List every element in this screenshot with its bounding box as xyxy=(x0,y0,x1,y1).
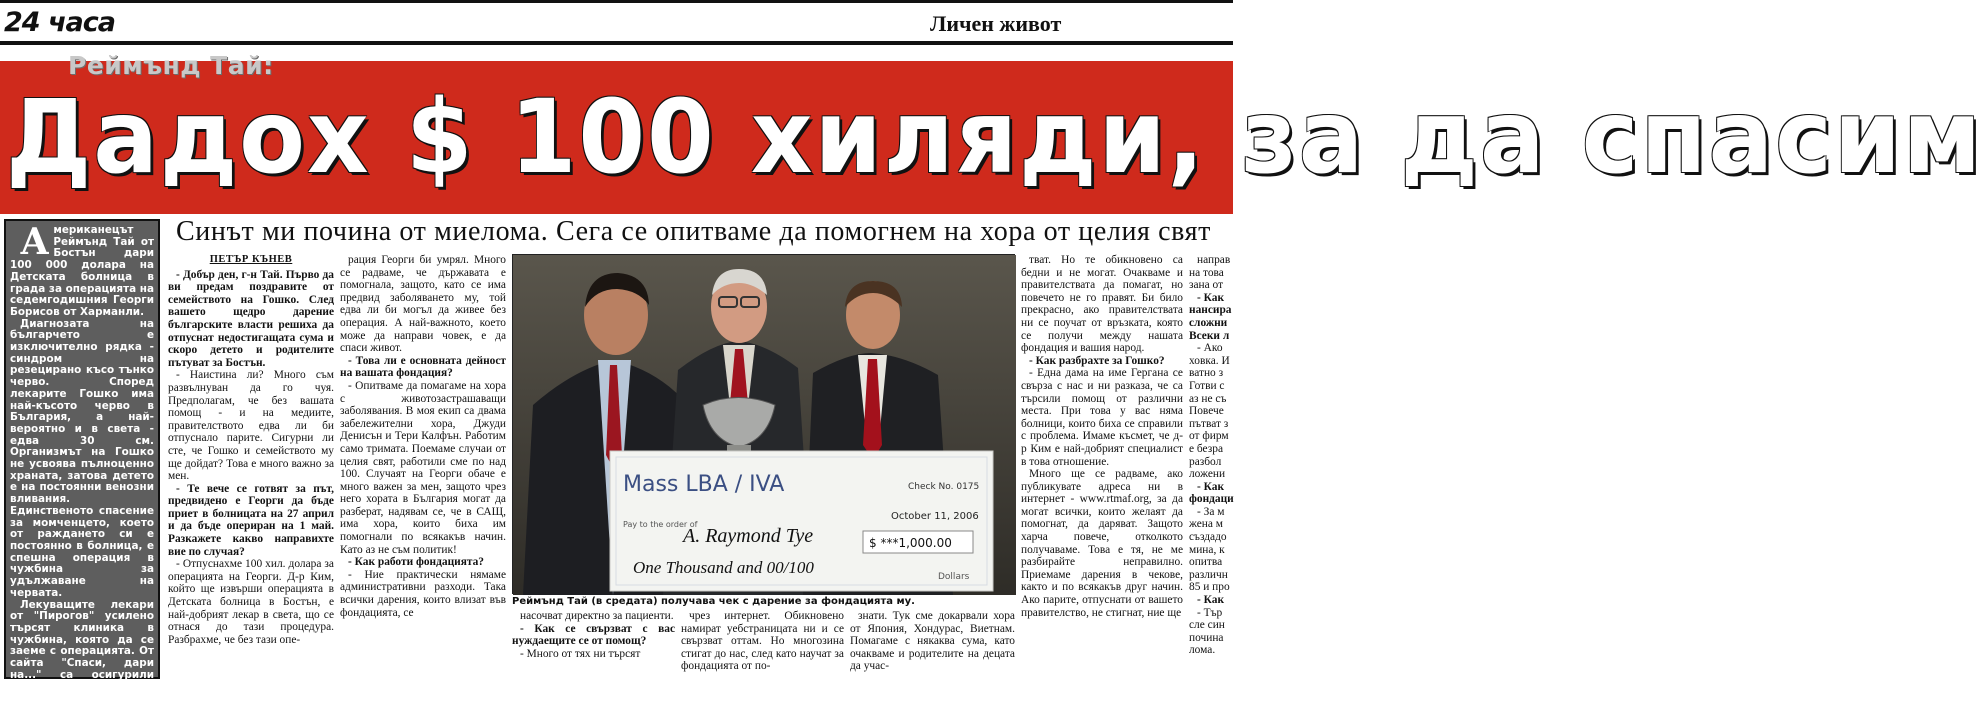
photo xyxy=(512,254,1015,594)
article-paragraph: - Една дама на име Гергана се свърза с нас и ни разказа, че са търсили помощ от различни места. При това у вас няма болници, които биха се справили с проблема. Имаме късмет, че д-р Ким е най-добрият специалист в това отношение. xyxy=(1021,367,1183,468)
article-column xyxy=(681,610,844,682)
interview-question: - Как работи фондацията? xyxy=(348,556,484,569)
check-amount-words: One Thousand and 00/100 xyxy=(633,558,814,577)
sidebar-paragraph: Американецът Реймънд Тай от Бостън дари 100 000 долара на Детската болница в града за операцията на седемгодишния Георги Борисов от Харманли. xyxy=(10,221,154,318)
article-paragraph: тват. Но те обикновено са бедни и не могат. Очакваме и правителствата да помагат, но повечето не го правят. Би било прекрасно, ако правителствата ни се поучат от връзката, която се получи между нашата фондация и вашия народ. xyxy=(1021,254,1183,355)
article-paragraph: Много ще се радваме, ако публикувате адреса ни в интернет - www.rtmaf.org, за да могат всички, които желаят да помогнат, да даряват. Защото харча повече, отколкото получаваме. Това е тя, не ме разбирайте неправилно. Приемаме дарения в чекове, както и по всякакъв друг начин. Ако парите, отпуснати от вашето правителство, не стигнат, ние ще xyxy=(1021,468,1183,619)
byline: ПЕТЪР КЪНЕВ xyxy=(209,254,293,265)
header-bottom-rule xyxy=(0,41,1233,45)
article-paragraph: направ на това зана от xyxy=(1189,254,1231,292)
article-column xyxy=(340,254,506,624)
interview-question: - Как разбрахте за Гошко? xyxy=(1029,354,1165,367)
sidebar-paragraph: Диагнозата на българчето е изключително рядка - синдром на резецирано късо тънко черво. Според лекарите Гошко има най-късото черво в България, а най-вероятно и в света - едва 30 см. Организмът на Гошко не усвоява пълноценно храната, затова детето е на постоянни венозни вливания. Единственото спасение за момченцето, което от раждането си е постоянно в болница, е спешна операция в чужбина за удължаване на червата. xyxy=(10,317,154,599)
article-paragraph: - За м жена м създадо мина, к опитва различн 85 и про xyxy=(1189,505,1230,594)
check-dollars-label: Dollars xyxy=(938,572,970,582)
main-headline: Дадох $ 100 хиляди, за да спасим xyxy=(6,78,1983,197)
newspaper-logo: 24 часа xyxy=(4,7,115,38)
article-paragraph: - Тър сле син почина лома. xyxy=(1189,606,1225,657)
photo-caption: Реймънд Тай (в средата) получава чек с дарение за фондацията му. xyxy=(512,596,915,607)
interview-question: - Как xyxy=(1197,594,1225,607)
interview-question: - Добър ден, г-н Тай. Първо да ви предам поздравите от семейството на Гошко. След вашето щедро дарение българските власти решиха да отпуснат недостигащата сума и скоро детето и родителите пътуват за Бостън. xyxy=(168,268,334,369)
drop-cap: А xyxy=(20,221,50,263)
article-paragraph: - Ако ховка. И ватно з Готви с аз не съ Повече пътват з от фирм е безра разбол ложени xyxy=(1189,342,1230,481)
sidebar-box xyxy=(4,219,160,716)
article-paragraph: - Опитваме да помагаме на хора с животозастрашаващи заболявания. В моя екип са двама забележителни хора, Джуди Денисън и Тери Калфън. Работим само тримата. Поемаме случаи от целия свят, работили сме по над 100. Случаят на Георги обаче е много важен за мен, защото чрез него хората в България могат да разберат, надявам се, че в САЩ, има хора, които биха им помогнали по всякакъв начин. Като аз не съм политик! xyxy=(340,379,506,556)
sidebar-paragraph: Лекуващите лекари от "Пирогов" усилено търсят клиника в чужбина, която да се заеме с операцията. От сайта "Спаси, дари на..." са осигурили единствената оферта за лечение от Детската клиника в Бостън. xyxy=(10,598,154,716)
interview-question: - Как се свързват с вас нуждаещите се от помощ? xyxy=(512,622,675,648)
check-bank-name: Mass LBA / IVA xyxy=(623,472,785,497)
article-column xyxy=(1021,254,1183,682)
photo-illustration xyxy=(513,255,1016,595)
check-pay-to: Pay to the order of xyxy=(623,520,698,529)
article-paragraph: - Ние практически нямаме административни разходи. Така всички дарения, които влизат във фондацията, се xyxy=(340,568,506,619)
article-column xyxy=(512,610,675,682)
section-title: Личен живот xyxy=(930,11,1062,36)
article-column xyxy=(850,610,1015,682)
donation-check xyxy=(610,451,993,591)
article-paragraph: - Отпуснахме 100 хил. долара за операцията на Георги. Д-р Ким, който ще извърши операцията в Детската болница в Бостън, е най-добрият лекар в света, що се отнася до тази процедура. Разбрахме, че без тази опе- xyxy=(168,558,334,646)
header-top-rule xyxy=(0,0,1233,3)
check-number: Check No. 0175 xyxy=(908,482,980,492)
check-payee: A. Raymond Tye xyxy=(683,525,814,547)
interview-question: - Как нансира сложни Всеки л xyxy=(1189,291,1232,342)
article-paragraph: - Много от тях ни търсят xyxy=(520,647,641,660)
article-paragraph: насочват директно за пациенти. xyxy=(520,610,674,622)
check-date: October 11, 2006 xyxy=(891,511,979,522)
headline-banner xyxy=(0,61,1983,214)
article-paragraph: знати. Тук сме докарвали хора от Япония, Хондурас, Виетнам. Помагаме с някаква сума, като очакваме и родителите на децата да учас- xyxy=(850,610,1015,673)
sidebar-text xyxy=(6,221,158,717)
article-column xyxy=(168,254,334,682)
interview-question: - Това ли е основната дейност на вашата фондация? xyxy=(340,354,506,380)
article-column xyxy=(1189,254,1233,682)
subheadline: Синът ми почина от миелома. Сега се опитваме да помогнем на хора от целия свят xyxy=(176,216,1211,247)
headline-kicker: Реймънд Тай: xyxy=(68,51,274,80)
article-paragraph: - Наистина ли? Много съм развълнуван да го чуя. Предполагам, че без вашата помощ - и на медиите, правителството едва ли би отпуснало парите. Сигурни ли сте, че Гошко и семейството му ще дойдат? Това е много важно за мен. xyxy=(168,369,334,483)
check-amount: $ ***1,000.00 xyxy=(869,536,952,550)
interview-question: - Те вече се готвят за път, предвидено е Георги да бъде приет в болницата на 27 април и да бъде опериран на 1 май. Разкажете какво направихте вие по случая? xyxy=(168,482,334,558)
interview-question: - Как фондаци xyxy=(1189,480,1234,506)
article-paragraph: чрез интернет. Обикновено намират уебстраницата ни и се свързват оттам. Но многозина стигат до нас, след като научат за фондацията от по- xyxy=(681,610,844,673)
article-paragraph: рация Георги би умрял. Много се радваме, че държавата е помогнала, защото, като се има предвид заболяването му, той едва ли би могъл да живее без операция. А най-важното, което може да направи човек, е да спаси живот. xyxy=(340,254,506,355)
